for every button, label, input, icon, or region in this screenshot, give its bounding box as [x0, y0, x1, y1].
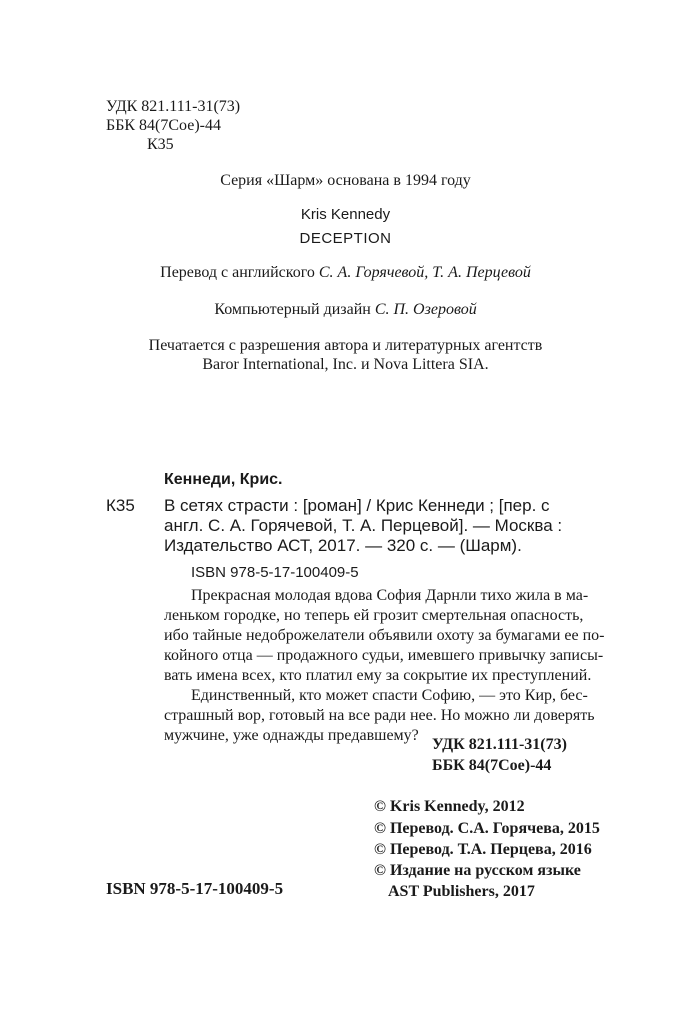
designer: С. П. Озеровой: [374, 301, 477, 318]
permission-line-1: Печатается с разрешения автора и литературных агентств: [148, 337, 543, 354]
catalog-author-heading: Кеннеди, Крис.: [164, 471, 283, 488]
annotation-line: леньком городке, но теперь ей грозит смертельная опасность,: [164, 607, 584, 624]
annotation-line: Прекрасная молодая вдова София Дарнли тихо жила в ма-: [191, 587, 589, 604]
author-sign-top: К35: [147, 136, 174, 153]
catalog-description-line: Издательство АСТ, 2017. — 320 с. — (Шарм).: [164, 536, 522, 555]
annotation-line: койного отца — продажного судьи, имевшего привычку записы-: [164, 647, 604, 664]
annotation-line: мужчине, уже однажды предавшему?: [164, 727, 419, 744]
design-label: Компьютерный дизайн: [214, 301, 371, 318]
bbk-top: ББК 84(7Сое)-44: [106, 117, 221, 134]
copyright-line: © Перевод. С.А. Горячева, 2015: [374, 820, 600, 837]
copyright-line: © Перевод. Т.А. Перцева, 2016: [374, 841, 592, 858]
original-title: DECEPTION: [299, 230, 392, 247]
copyright-line: AST Publishers, 2017: [388, 883, 535, 900]
original-author: Kris Kennedy: [300, 206, 391, 223]
udk-bottom: УДК 821.111-31(73): [432, 736, 567, 753]
copyright-line: © Издание на русском языке: [374, 862, 581, 879]
translators: С. А. Горячевой, Т. А. Перцевой: [318, 264, 531, 281]
catalog-description-line: англ. С. А. Горячевой, Т. А. Перцевой]. — Москва :: [164, 516, 563, 535]
annotation-line: Единственный, кто может спасти Софию, — это Кир, бес-: [191, 687, 588, 704]
annotation-line: вать имена всех, кто платил ему за сокрытие их преступлений.: [164, 667, 592, 684]
series-note: Серия «Шарм» основана в 1994 году: [220, 172, 471, 189]
annotation: [164, 586, 624, 746]
design-credit: [0, 301, 691, 319]
translation-credit: [0, 264, 691, 282]
udk-top: УДК 821.111-31(73): [106, 98, 241, 115]
isbn-footer: ISBN 978-5-17-100409-5: [106, 879, 284, 898]
bbk-bottom: ББК 84(7Сое)-44: [432, 757, 552, 774]
catalog-isbn: ISBN 978-5-17-100409-5: [191, 564, 359, 581]
annotation-line: страшный вор, готовый на все ради нее. Но можно ли доверять: [164, 707, 595, 724]
catalog-sign: К35: [106, 496, 135, 515]
copyright-line: © Kris Kennedy, 2012: [374, 798, 525, 815]
permission-line-2: Baror International, Inc. и Nova Littera SIA.: [202, 356, 489, 373]
catalog-description-line: В сетях страсти : [роман] / Крис Кеннеди ; [пер. с: [164, 496, 550, 515]
translation-label: Перевод с английского: [160, 264, 315, 281]
annotation-line: ибо тайные недоброжелатели объявили охоту за бумагами ее по-: [164, 627, 605, 644]
